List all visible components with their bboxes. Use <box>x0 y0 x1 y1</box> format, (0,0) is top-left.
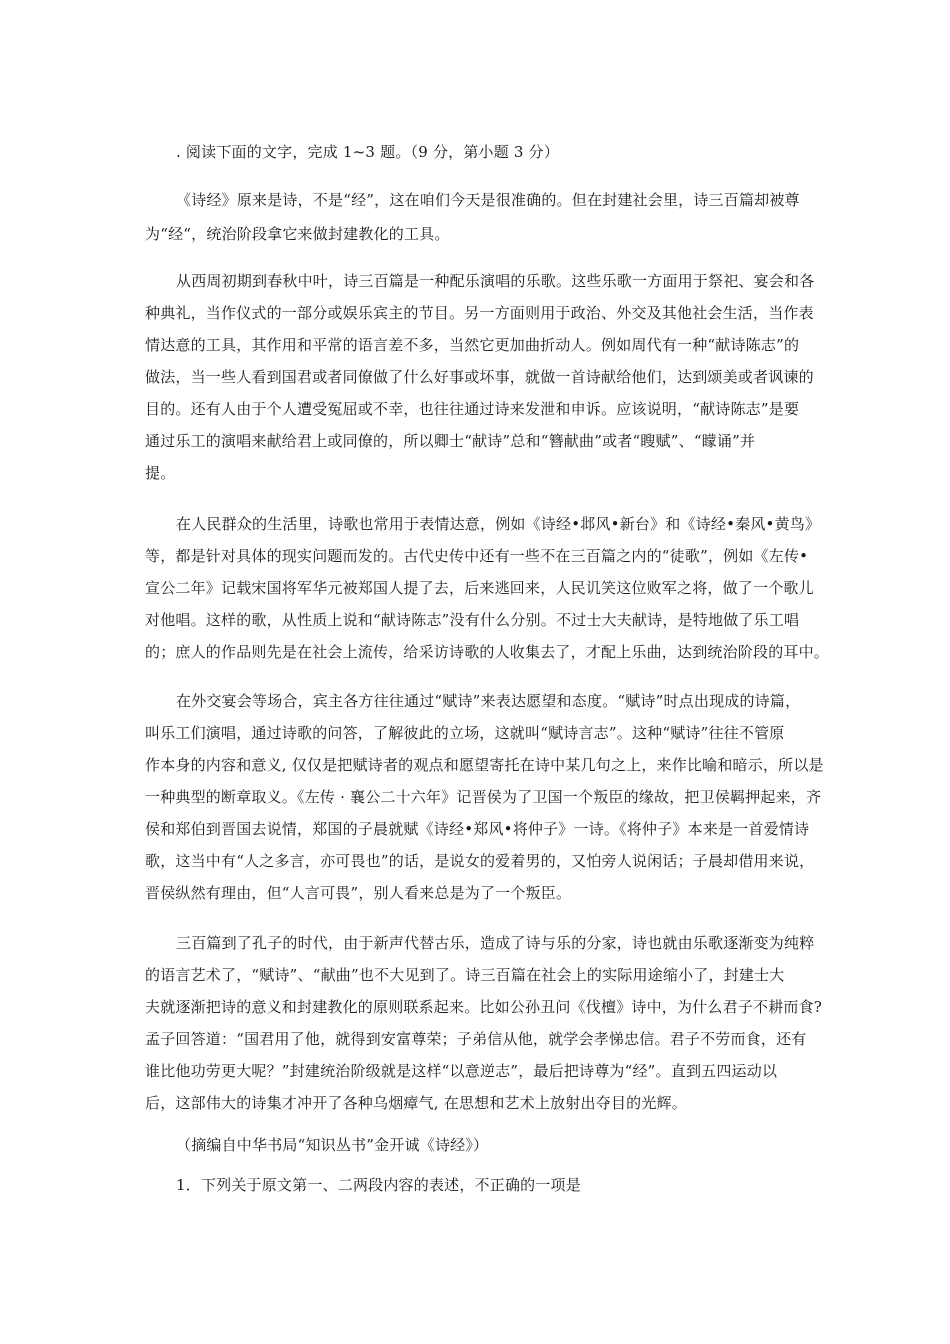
paragraph-line: 从西周初期到春秋中叶，诗三百篇是一种配乐演唱的乐歌。这些乐歌一方面用于祭祀、宴会和各 <box>176 272 815 290</box>
paragraph-line: 夫就逐渐把诗的意义和封建教化的原则联系起来。比如公孙丑问《伐檀》诗中，为什么君子不耕而食? <box>145 998 823 1016</box>
paragraph-line: 种典礼，当作仪式的一部分或娱乐宾主的节目。另一方面则用于政治、外交及其他社会生活，当作表 <box>145 304 814 322</box>
question-1: 1．下列关于原文第一、二两段内容的表述，不正确的一项是 <box>176 1176 581 1194</box>
paragraph-line: 歌，这当中有“人之多言，亦可畏也”的话，是说女的爱着男的，又怕旁人说闲话；子晨却借用来说， <box>145 852 815 870</box>
paragraph-line: 后，这部伟大的诗集才冲开了各种乌烟瘴气, 在思想和艺术上放射出夺目的光辉。 <box>145 1094 687 1112</box>
paragraph-line: 的语言艺术了，“赋诗”、“献曲”也不大见到了。诗三百篇在社会上的实际用途缩小了，封建士大 <box>145 966 785 984</box>
paragraph-line: 等，都是针对具体的现实问题而发的。古代史传中还有一些不在三百篇之内的“徒歌”，例如《左传• <box>145 547 809 565</box>
paragraph-line: 目的。还有人由于个人遭受冤屈或不幸，也往往通过诗来发泄和申诉。应该说明，“献诗陈志”是要 <box>145 400 800 418</box>
paragraph-line: 叫乐工们演唱，通过诗歌的问答，了解彼此的立场，这就叫“赋诗言志”。这种“赋诗”往往不管原 <box>145 724 785 742</box>
paragraph-line: 情达意的工具，其作用和平常的语言差不多，当然它更加曲折动人。例如周代有一种“献诗陈志”的 <box>145 336 800 354</box>
paragraph-line: 孟子回答道：“国君用了他，就得到安富尊荣；子弟信从他，就学会孝悌忠信。君子不劳而食，还有 <box>145 1030 807 1048</box>
paragraph-line: 晋侯纵然有理由，但“人言可畏”，别人看来总是为了一个叛臣。 <box>145 884 572 902</box>
paragraph-line: 《诗经》原来是诗，不是“经”，这在咱们今天是很准确的。但在封建社会里，诗三百篇却被尊 <box>176 191 800 209</box>
paragraph-line: 三百篇到了孔子的时代，由于新声代替古乐，造成了诗与乐的分家，诗也就由乐歌逐渐变为纯粹 <box>176 934 815 952</box>
paragraph-line: 侯和郑伯到晋国去说情，郑国的子晨就赋《诗经•郑风•将仲子》一诗。《将仲子》本来是一首爱情诗 <box>145 820 810 838</box>
paragraph-line: 做法，当一些人看到国君或者同僚做了什么好事或坏事，就做一首诗献给他们，达到颂美或者讽谏的 <box>145 368 814 386</box>
paragraph-line: 作本身的内容和意义, 仅仅是把赋诗者的观点和愿望寄托在诗中某几句之上，来作比喻和暗示，所以是 <box>145 756 824 774</box>
paragraph-line: 谁比他功劳更大呢？”封建统治阶级就是这样“以意逆志”，最后把诗尊为“经”。直到五四运动以 <box>145 1062 778 1080</box>
paragraph-line: 一种典型的断章取义。《左传 · 襄公二十六年》记晋侯为了卫国一个叛臣的缘故，把卫侯羁押起来，齐 <box>145 788 822 806</box>
source-citation: （摘编自中华书局“知识丛书”金开诚《诗经》） <box>176 1136 489 1154</box>
paragraph-line: 为“经“，统治阶段拿它来做封建教化的工具。 <box>145 225 450 243</box>
paragraph-line: 的；庶人的作品则先是在社会上流传，给采访诗歌的人收集去了，才配上乐曲，达到统治阶段的耳中。 <box>145 643 830 661</box>
paragraph-line: 对他唱。这样的歌，从性质上说和“献诗陈志”没有什么分别。不过士大夫献诗，是特地做了乐工唱 <box>145 611 800 629</box>
paragraph-line: 宣公二年》记载宋国将军华元被郑国人提了去，后来逃回来，人民讥笑这位败军之将，做了一个歌儿 <box>145 579 814 597</box>
paragraph-line: 在人民群众的生活里，诗歌也常用于表情达意，例如《诗经•邶风•新台》和《诗经•秦风•黄鸟》 <box>176 515 821 533</box>
instruction-line: . 阅读下面的文字，完成 1~3 题。（9 分，第小题 3 分） <box>176 143 560 161</box>
paragraph-line: 通过乐工的演唱来献给君上或同僚的，所以卿士“献诗”总和“簪献曲”或者“瞍赋”、“矇诵”并 <box>145 432 756 450</box>
paragraph-line: 在外交宴会等场合，宾主各方往往通过“赋诗”来表达愿望和态度。“赋诗”时点出现成的诗篇， <box>176 692 801 710</box>
paragraph-line: 提。 <box>145 464 176 482</box>
